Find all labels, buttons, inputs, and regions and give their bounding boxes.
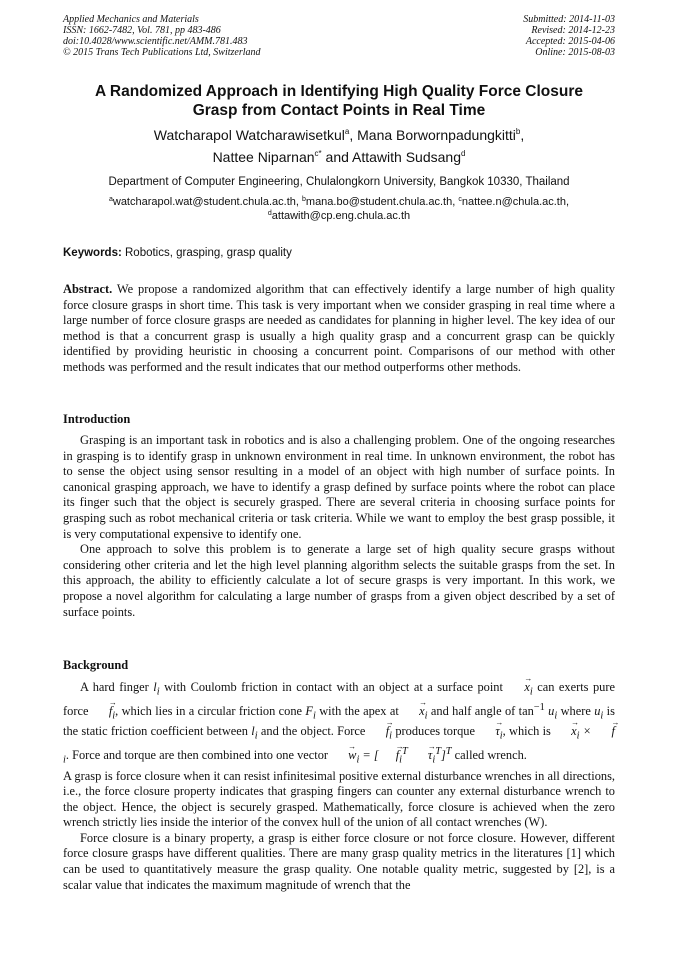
section-heading-introduction: Introduction: [63, 412, 131, 426]
paragraph: Force closure is a binary property, a grasp is either force closure or not force closure. However, different force closure grasps have different qualities. There are many grasp quality metrics in the literatures [1] which can be used to quantitatively measure the grasp quality. One notable quality metric, suggested by [2], is a scalar value that indicates the maximum magnitude of wrench that the: [63, 830, 615, 892]
introduction-section: [63, 433, 615, 620]
author-name: Attawith Sudsang: [352, 149, 461, 165]
paragraph: One approach to solve this problem is to generate a large set of high quality secure grasps without considering other criteria and let the high level planning algorithm selects the suitable grasps from the set. In this approach, the ability to efficiently calculate a lot of secure grasps is very important. In this work, we propose a novel algorithm for calculating a large number of grasps from a given object described by a set of surface points.: [63, 542, 615, 619]
journal-doi: doi:10.4028/www.scientific.net/AMM.781.483: [63, 36, 248, 47]
title-line-2: Grasp from Contact Points in Real Time: [192, 102, 486, 119]
keywords-label: Keywords:: [63, 247, 122, 259]
email-link[interactable]: nattee.n@chula.ac.th,: [461, 196, 570, 208]
journal-copyright: © 2015 Trans Tech Publications Ltd, Switzerland: [63, 47, 261, 58]
abstract-text: We propose a randomized algorithm that can effectively identify a large number of high quality force closure grasps in short time. This task is very important when we consider grasping in real time where a large number of force closure grasps are needed as candidates for planning in higher level. The key idea of our method is that a concurrent grasp is usually a high quality grasp and a concurrent grasp can be quickly identified by providing heuristic in choosing a concurrent point. Comparisons of our method with other methods was performed and the result indicates that our method outperforms other methods.: [63, 282, 616, 374]
title-line-1: A Randomized Approach in Identifying High Quality Force Closure: [94, 83, 583, 100]
journal-header-left: [63, 14, 261, 58]
author-name: Nattee Niparnan: [212, 149, 315, 165]
journal-issn: ISSN: 1662-7482, Vol. 781, pp 483-486: [63, 25, 221, 36]
author-emails: $^a$watcharapol.wat@student.chula.ac.th, $^b$mana.bo@student.chula.ac.th, $^c$nattee.n@chula.ac.th, $^d$attawith@cp.eng.chula.ac.th: [108, 196, 570, 222]
background-section: [63, 680, 615, 893]
paper-title: [63, 82, 615, 120]
paragraph: A hard finger $l_i$ with Coulomb friction in contact with an object at a surface point → $x_i$ can exerts pure force → $f_i$, which lies in a circular friction cone $F_i$ with the apex at → $x_i$ and half angle of $\tan^{-1} u_i$ where $u_i$ is the static friction coefficient between $l_i$ and the object. Force → $f_i$ produces torque → $\tau_i$, which is → $x_i$ × → $f_i$. Force and torque are then combined into one vector → $w_i$ = [→ $f_i^T \to \tau_i^T]^T$ called wrench.: [63, 680, 615, 769]
keywords: [63, 246, 615, 260]
section-heading-background: Background: [63, 658, 129, 672]
journal-header-right: [523, 14, 615, 58]
email-link[interactable]: mana.bo@student.chula.ac.th,: [305, 196, 456, 208]
author-name: Mana Borwornpadungkitti: [357, 127, 516, 143]
affiliation: Department of Computer Engineering, Chulalongkorn University, Bangkok 10330, Thailand: [108, 176, 570, 188]
keywords-list: Robotics, grasping, grasp quality: [125, 247, 292, 259]
paragraph: Grasping is an important task in robotics and is also a challenging problem. One of the ongoing researches in grasping is to identify grasp in unknown environment in real time. In unknown environment, the robot has to sense the object using sensor resulting in a model of an object with high number of surface points. In canonical grasping approach, we have to identify a grasp defined by surface points where the robot can place its finger such that the object is securely grasped. There are several criteria in choosing surface points for grasping such as robot mechanical criteria or task criteria. While we want to employ the best grasp possible, it is very computational expensive to identify one.: [63, 433, 615, 541]
email-link[interactable]: watcharapol.wat@student.chula.ac.th,: [112, 196, 299, 208]
date-accepted: Accepted: 2015-04-06: [525, 36, 615, 47]
paragraph: A grasp is force closure when it can resist infinitesimal positive external disturbance wrenches in all directions, i.e., the force closure property indicates that grasping fingers can counter any external disturbance wrench to the object. Hence, the object is securely grasped. Mathematically, force closure is achieved when the zero wrench strictly lies inside the interior of the convex hull of the union of all contact wrenches (W).: [63, 768, 615, 830]
abstract-label: Abstract.: [63, 282, 113, 296]
date-revised: Revised: 2014-12-23: [531, 25, 615, 36]
date-online: Online: 2015-08-03: [535, 47, 615, 58]
author-list: Watcharapol Watcharawisetkul$^a$, Mana Borwornpadungkitti$^b$, Nattee Niparnan$^{c*}$ and Attawith Sudsang$^d$: [153, 127, 525, 165]
journal-name: Applied Mechanics and Materials: [63, 14, 199, 25]
abstract: [63, 282, 615, 376]
email-link[interactable]: attawith@cp.eng.chula.ac.th: [271, 210, 411, 222]
date-submitted: Submitted: 2014-11-03: [523, 14, 615, 25]
author-name: Watcharapol Watcharawisetkul: [153, 127, 345, 143]
